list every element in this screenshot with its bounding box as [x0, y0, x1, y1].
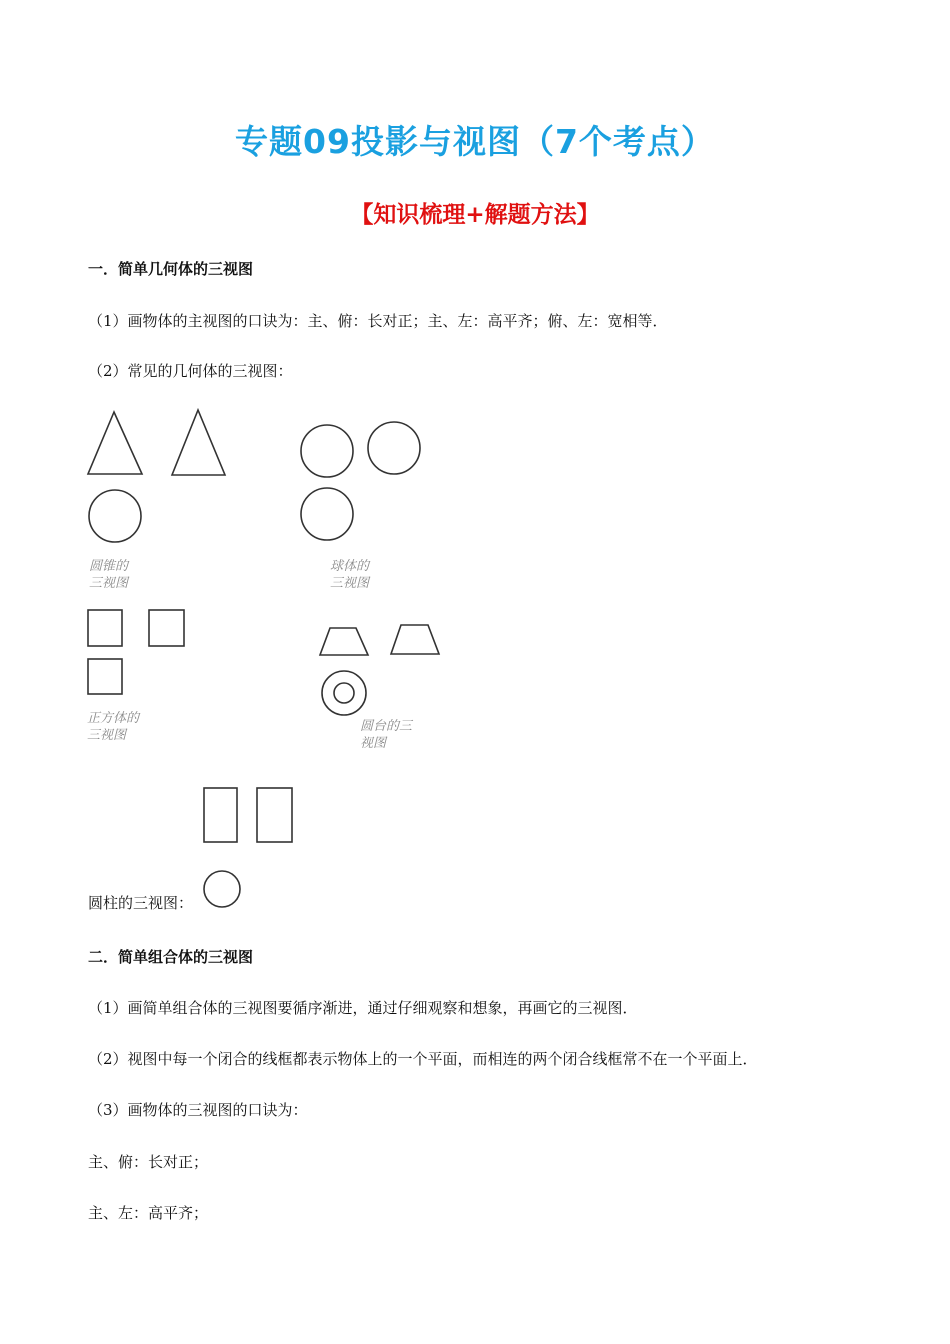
section1-paragraph-2: （2）常见的几何体的三视图： — [88, 362, 293, 380]
cylinder-side-view — [257, 788, 292, 842]
cube-top-view — [88, 659, 122, 694]
sphere-caption-line2: 三视图 — [330, 576, 370, 591]
sphere-top-view — [301, 488, 353, 540]
cube-caption-line1: 正方体的 — [87, 711, 140, 726]
cube-caption-line2: 三视图 — [87, 728, 127, 743]
page-title: 专题09投影与视图（7个考点） — [235, 122, 715, 161]
sphere-front-view — [301, 425, 353, 477]
cone-front-view — [88, 412, 142, 474]
frustum-caption-line2: 视图 — [360, 736, 387, 751]
cone-side-view — [172, 410, 225, 475]
cone-top-view — [89, 490, 141, 542]
cube-side-view — [149, 610, 184, 646]
section1-heading: 一．简单几何体的三视图 — [88, 260, 254, 278]
section2-paragraph-2: （2）视图中每一个闭合的线框都表示物体上的一个平面，而相连的两个闭合线框常不在一个平面上． — [88, 1050, 758, 1068]
section1-paragraph-1: （1）画物体的主视图的口诀为：主、俯：长对正；主、左：高平齐；俯、左：宽相等． — [88, 312, 668, 330]
frustum-side-view — [391, 625, 439, 654]
cylinder-front-view — [204, 788, 237, 842]
section2-heading: 二．简单组合体的三视图 — [88, 948, 254, 966]
cylinder-label: 圆柱的三视图： — [88, 894, 194, 912]
sphere-side-view — [368, 422, 420, 474]
section2-paragraph-1: （1）画简单组合体的三视图要循序渐进，通过仔细观察和想象，再画它的三视图． — [88, 999, 638, 1017]
frustum-caption-line1: 圆台的三 — [360, 719, 413, 734]
frustum-top-view-inner — [334, 683, 354, 703]
page-subtitle: 【知识梳理+解题方法】 — [350, 202, 600, 228]
section2-paragraph-4: 主、俯：长对正； — [88, 1153, 209, 1171]
frustum-front-view — [320, 628, 368, 655]
cylinder-top-view — [204, 871, 240, 907]
section2-paragraph-3: （3）画物体的三视图的口诀为： — [88, 1101, 308, 1119]
cube-front-view — [88, 610, 122, 646]
frustum-top-view-outer — [322, 671, 366, 715]
cone-caption-line2: 三视图 — [89, 576, 129, 591]
sphere-caption-line1: 球体的 — [330, 559, 370, 574]
section2-paragraph-5: 主、左：高平齐； — [88, 1204, 209, 1222]
cone-caption-line1: 圆锥的 — [89, 559, 129, 574]
